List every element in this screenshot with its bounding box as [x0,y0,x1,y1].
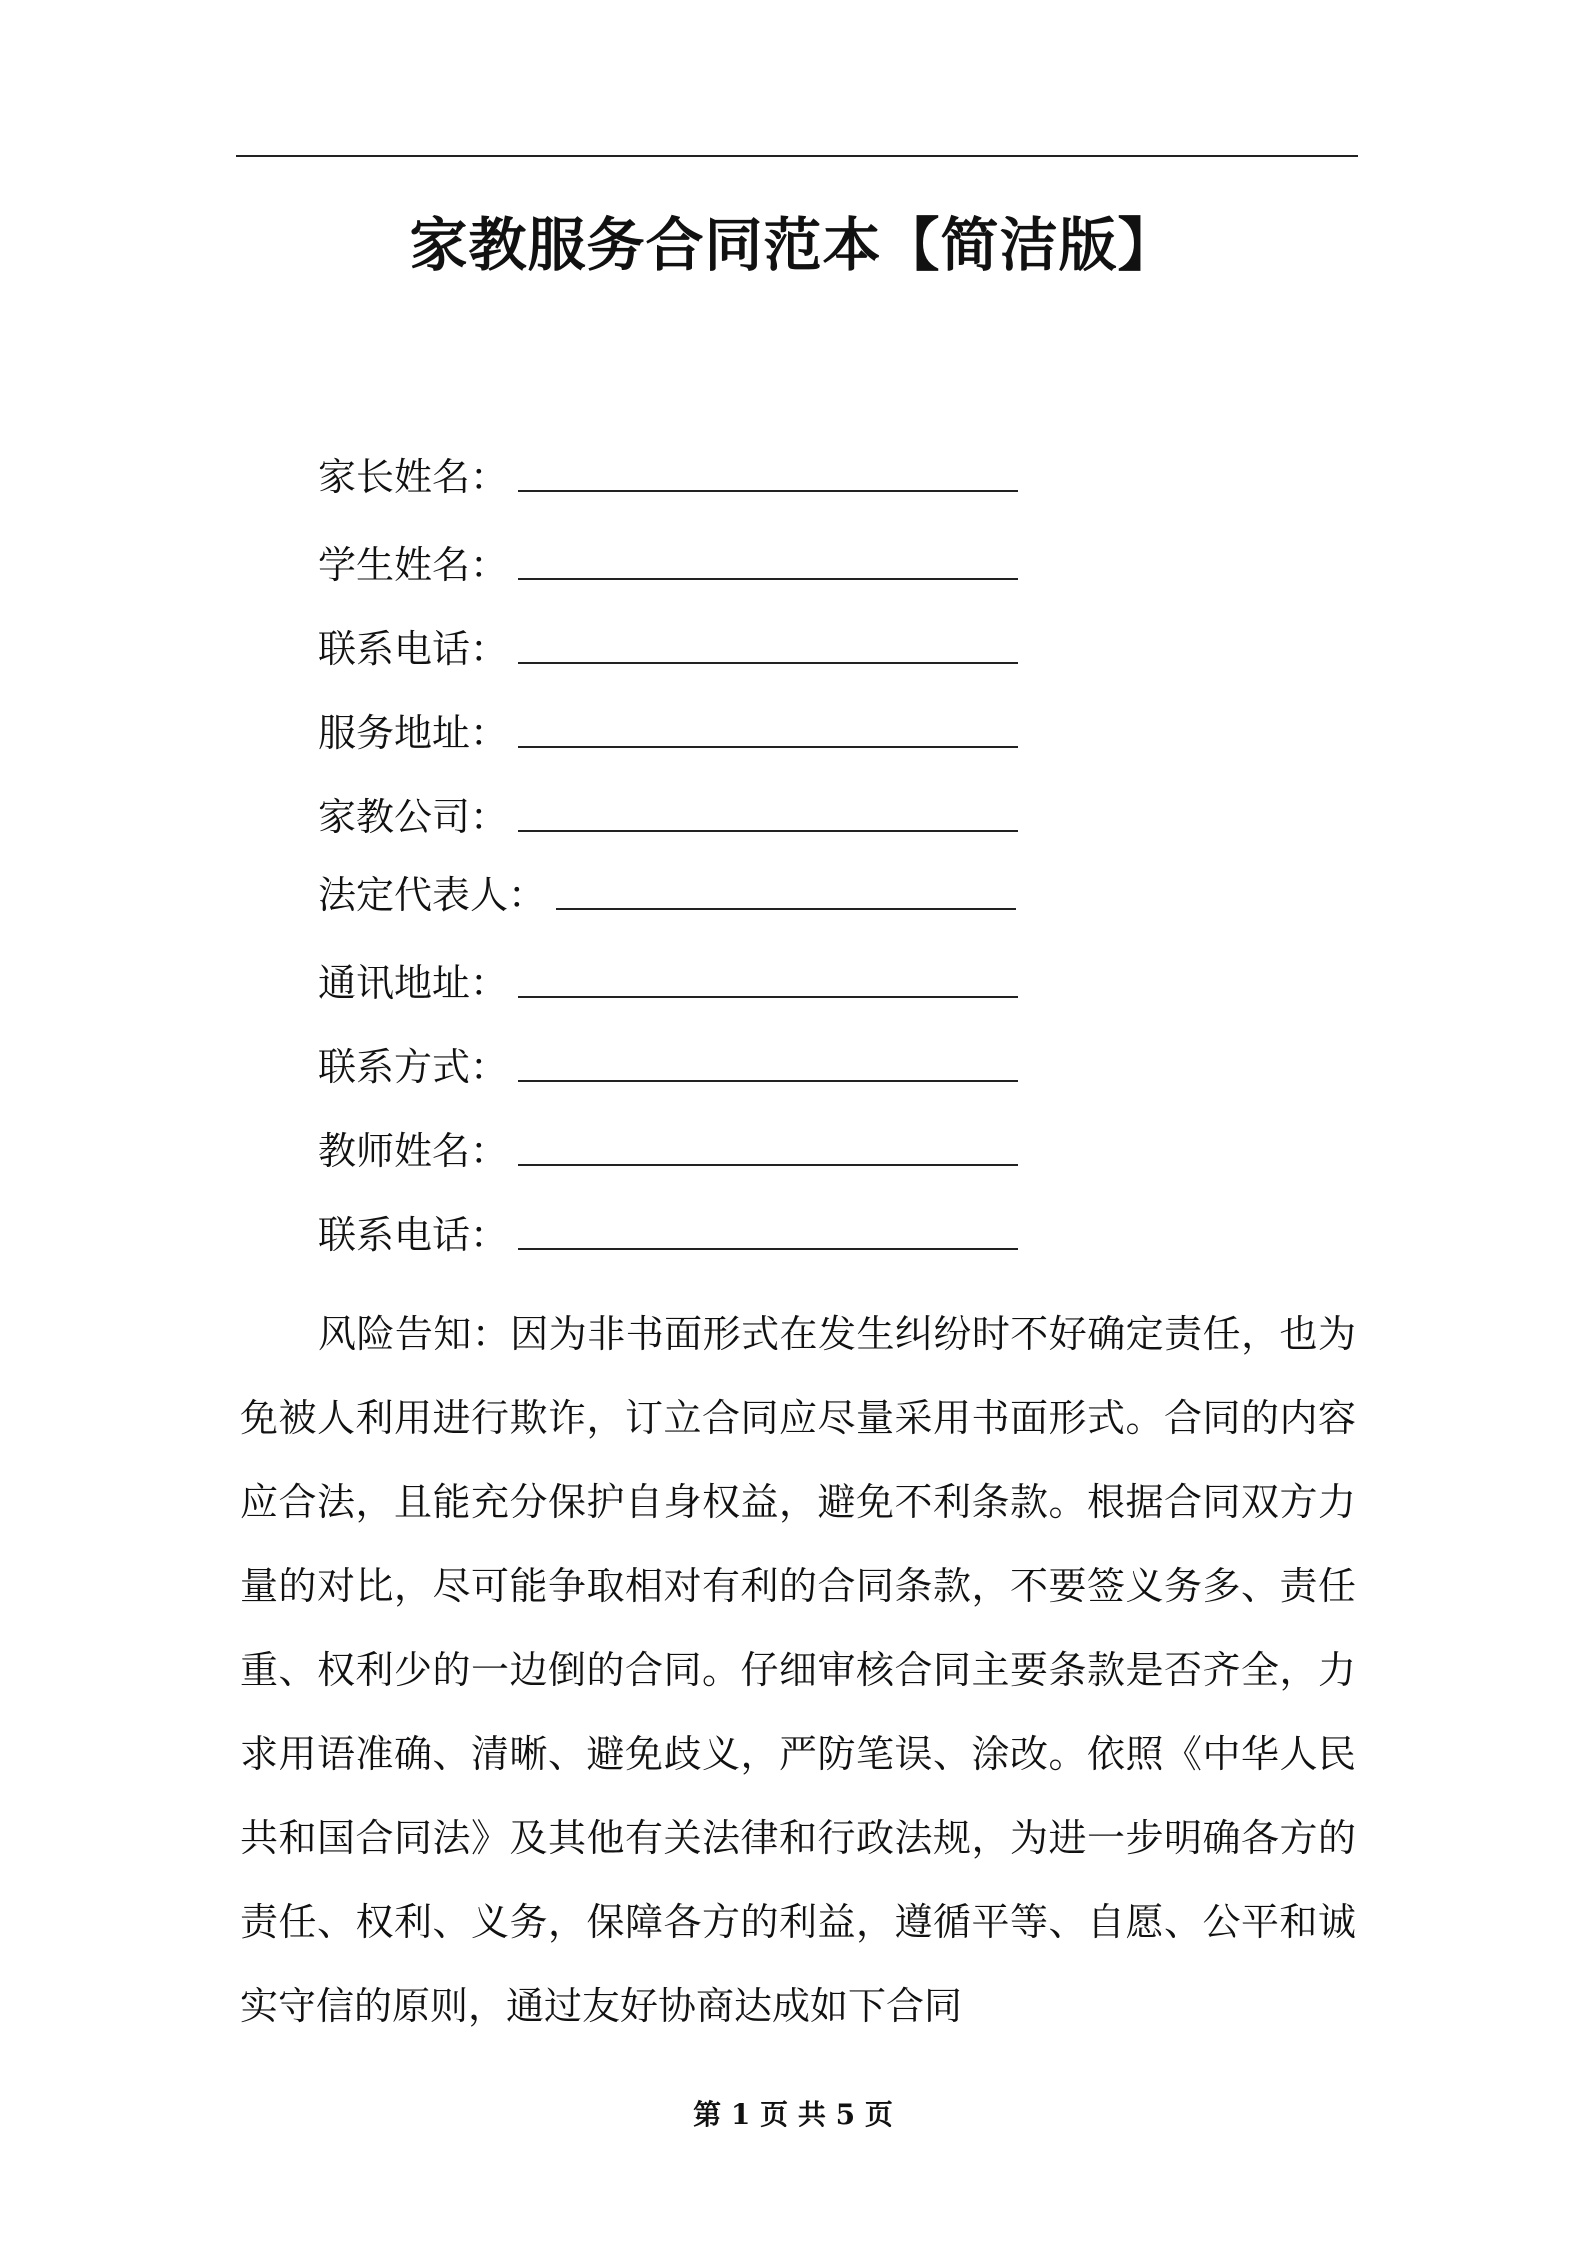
header-rule [236,155,1358,157]
field-contact-phone [318,624,1018,674]
fill-in-blank[interactable] [518,708,1018,748]
field-service-address [318,708,1018,758]
fill-in-blank[interactable] [518,1126,1018,1166]
field-teacher-phone [318,1210,1018,1260]
field-label: 联系电话： [318,627,509,671]
field-label: 家长姓名： [318,455,509,499]
field-label: 学生姓名： [318,543,509,587]
fill-in-blank[interactable] [518,452,1018,492]
field-label: 家教公司： [318,795,509,839]
field-label: 通讯地址： [318,961,509,1005]
field-student-name [318,540,1018,590]
field-mailing-address [318,958,1018,1008]
fill-in-blank[interactable] [556,870,1016,910]
page-number: 第 1 页 共 5 页 [693,2098,893,2131]
field-teacher-name [318,1126,1018,1176]
fill-in-blank[interactable] [518,1042,1018,1082]
risk-notice-paragraph: 风险告知：因为非书面形式在发生纠纷时不好确定责任，也为免被人利用进行欺诈，订立合同应尽量采用书面形式。合同的内容应合法，且能充分保护自身权益，避免不利条款。根据合同双方力量的对比，尽可能争取相对有利的合同条款，不要签义务多、责任重、权利少的一边倒的合同。仔细审核合同主要条款是否齐全，力求用语准确、清晰、避免歧义，严防笔误、涂改。依照《中华人民共和国合同法》及其他有关法律和行政法规，为进一步明确各方的责任、权利、义务，保障各方的利益，遵循平等、自愿、公平和诚实守信的原则，通过友好协商达成如下合同 [240,1312,1356,2028]
fill-in-blank[interactable] [518,624,1018,664]
field-legal-representative [318,870,1016,920]
field-label: 服务地址： [318,711,509,755]
fill-in-blank[interactable] [518,792,1018,832]
field-label: 法定代表人： [318,873,547,917]
fill-in-blank[interactable] [518,540,1018,580]
field-parent-name [318,452,1018,502]
field-label: 联系电话： [318,1213,509,1257]
document-title: 家教服务合同范本【简洁版】 [409,211,1177,279]
fill-in-blank[interactable] [518,1210,1018,1250]
field-label: 联系方式： [318,1045,509,1089]
field-label: 教师姓名： [318,1129,509,1173]
field-tutoring-company [318,792,1018,842]
field-contact-method [318,1042,1018,1092]
fill-in-blank[interactable] [518,958,1018,998]
